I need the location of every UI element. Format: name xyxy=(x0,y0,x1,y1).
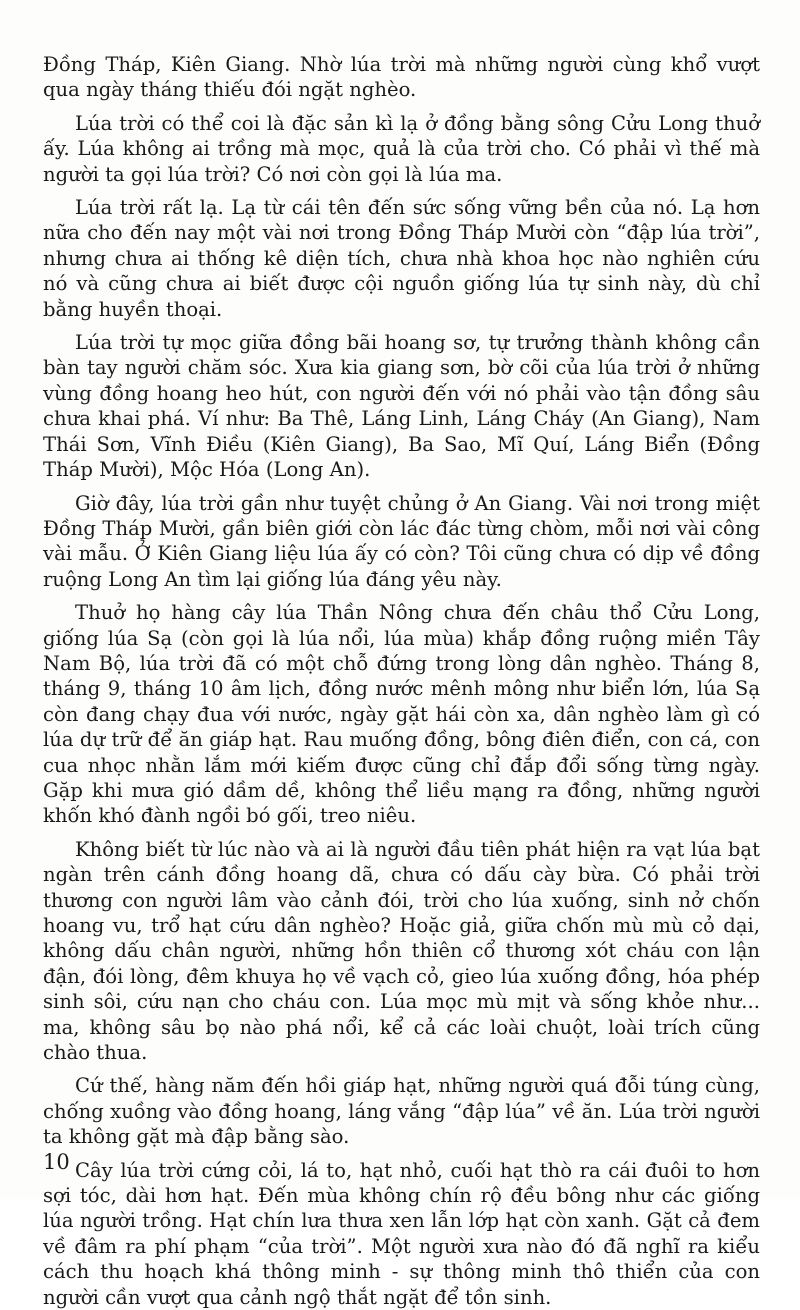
paragraph-5: Giờ đây, lúa trời gần như tuyệt chủng ở An Giang. Vài nơi trong miệt Đồng Tháp Mười, gần biên giới còn lác đác từng chòm, mỗi nơi vài công vài mẫu. Ở Kiên Giang liệu lúa ấy có còn? Tôi cũng chưa có dịp về đồng ruộng Long An tìm lại giống lúa đáng yêu này. xyxy=(43,491,760,591)
page-number: 10 xyxy=(43,1150,70,1174)
paragraph-7: Không biết từ lúc nào và ai là người đầu tiên phát hiện ra vạt lúa bạt ngàn trên cánh đồng hoang dã, chưa có dấu cày bừa. Có phải trời thương con người lâm vào cảnh đói, trời cho lúa xuống, sinh nở chốn hoang vu, trổ hạt cứu dân nghèo? Hoặc giả, giữa chốn mù mù cỏ dại, không dấu chân người, những hồn thiên cổ thương xót cháu con lận đận, đói lòng, đêm khuya họ về vạch cỏ, gieo lúa xuống đồng, hóa phép sinh sôi, cứu nạn cho cháu con. Lúa mọc mù mịt và sống khỏe như... ma, không sâu bọ nào phá nổi, kể cả các loài chuột, loài trích cũng chào thua. xyxy=(43,837,760,1065)
paragraph-3: Lúa trời rất lạ. Lạ từ cái tên đến sức sống vững bền của nó. Lạ hơn nữa cho đến nay một vài nơi trong Đồng Tháp Mười còn “đập lúa trời”, nhưng chưa ai thống kê diện tích, chưa nhà khoa học nào nghiên cứu nó và cũng chưa ai biết được cội nguồn giống lúa tự sinh này, dù chỉ bằng huyền thoại. xyxy=(43,196,760,321)
paragraph-4: Lúa trời tự mọc giữa đồng bãi hoang sơ, tự trưởng thành không cần bàn tay người chăm sóc. Xưa kia giang sơn, bờ cõi của lúa trời ở những vùng đồng hoang heo hút, con người đến với nó phải vào tận đồng sâu chưa khai phá. Ví như: Ba Thê, Láng Linh, Láng Cháy (An Giang), Nam Thái Sơn, Vĩnh Điều (Kiên Giang), Ba Sao, Mĩ Quí, Láng Biển (Đồng Tháp Mười), Mộc Hóa (Long An). xyxy=(43,331,760,482)
paragraph-8: Cứ thế, hàng năm đến hồi giáp hạt, những người quá đỗi túng cùng, chống xuồng vào đồng hoang, láng vắng “đập lúa” về ăn. Lúa trời người ta không gặt mà đập bằng sào. xyxy=(43,1074,760,1149)
paragraph-2: Lúa trời có thể coi là đặc sản kì lạ ở đồng bằng sông Cửu Long thuở ấy. Lúa không ai trồng mà mọc, quả là của trời cho. Có phải vì thế mà người ta gọi lúa trời? Có nơi còn gọi là lúa ma. xyxy=(43,111,760,186)
paragraph-1: Đồng Tháp, Kiên Giang. Nhờ lúa trời mà những người cùng khổ vượt qua ngày tháng thiếu đói ngặt nghèo. xyxy=(43,53,760,102)
body-text xyxy=(43,52,760,1310)
paragraph-9: Cây lúa trời cứng cỏi, lá to, hạt nhỏ, cuối hạt thò ra cái đuôi to hơn sợi tóc, dài hơn hạt. Đến mùa không chín rộ đều bông như các giống lúa người trồng. Hạt chín lưa thưa xen lẫn lớp hạt còn xanh. Gặt cả đem về đâm ra phí phạm “của trời”. Một người xưa nào đó đã nghĩ ra kiểu cách thu hoạch khá thông minh - sự thông minh thô thiển của con người cần vượt qua cảnh ngộ thắt ngặt để tồn sinh. xyxy=(43,1158,760,1309)
paragraph-6: Thuở họ hàng cây lúa Thần Nông chưa đến châu thổ Cửu Long, giống lúa Sạ (còn gọi là lúa nổi, lúa mùa) khắp đồng ruộng miền Tây Nam Bộ, lúa trời đã có một chỗ đứng trong lòng dân nghèo. Tháng 8, tháng 9, tháng 10 âm lịch, đồng nước mênh mông như biển lớn, lúa Sạ còn đang chạy đua với nước, ngày gặt hái còn xa, dân nghèo làm gì có lúa dự trữ để ăn giáp hạt. Rau muống đồng, bông điên điển, con cá, con cua nhọc nhằn lắm mới kiếm được cũng chỉ đắp đổi sống từng ngày. Gặp khi mưa gió dầm dề, không thể liều mạng ra đồng, những người khốn khó đành ngồi bó gối, treo niêu. xyxy=(43,601,760,828)
